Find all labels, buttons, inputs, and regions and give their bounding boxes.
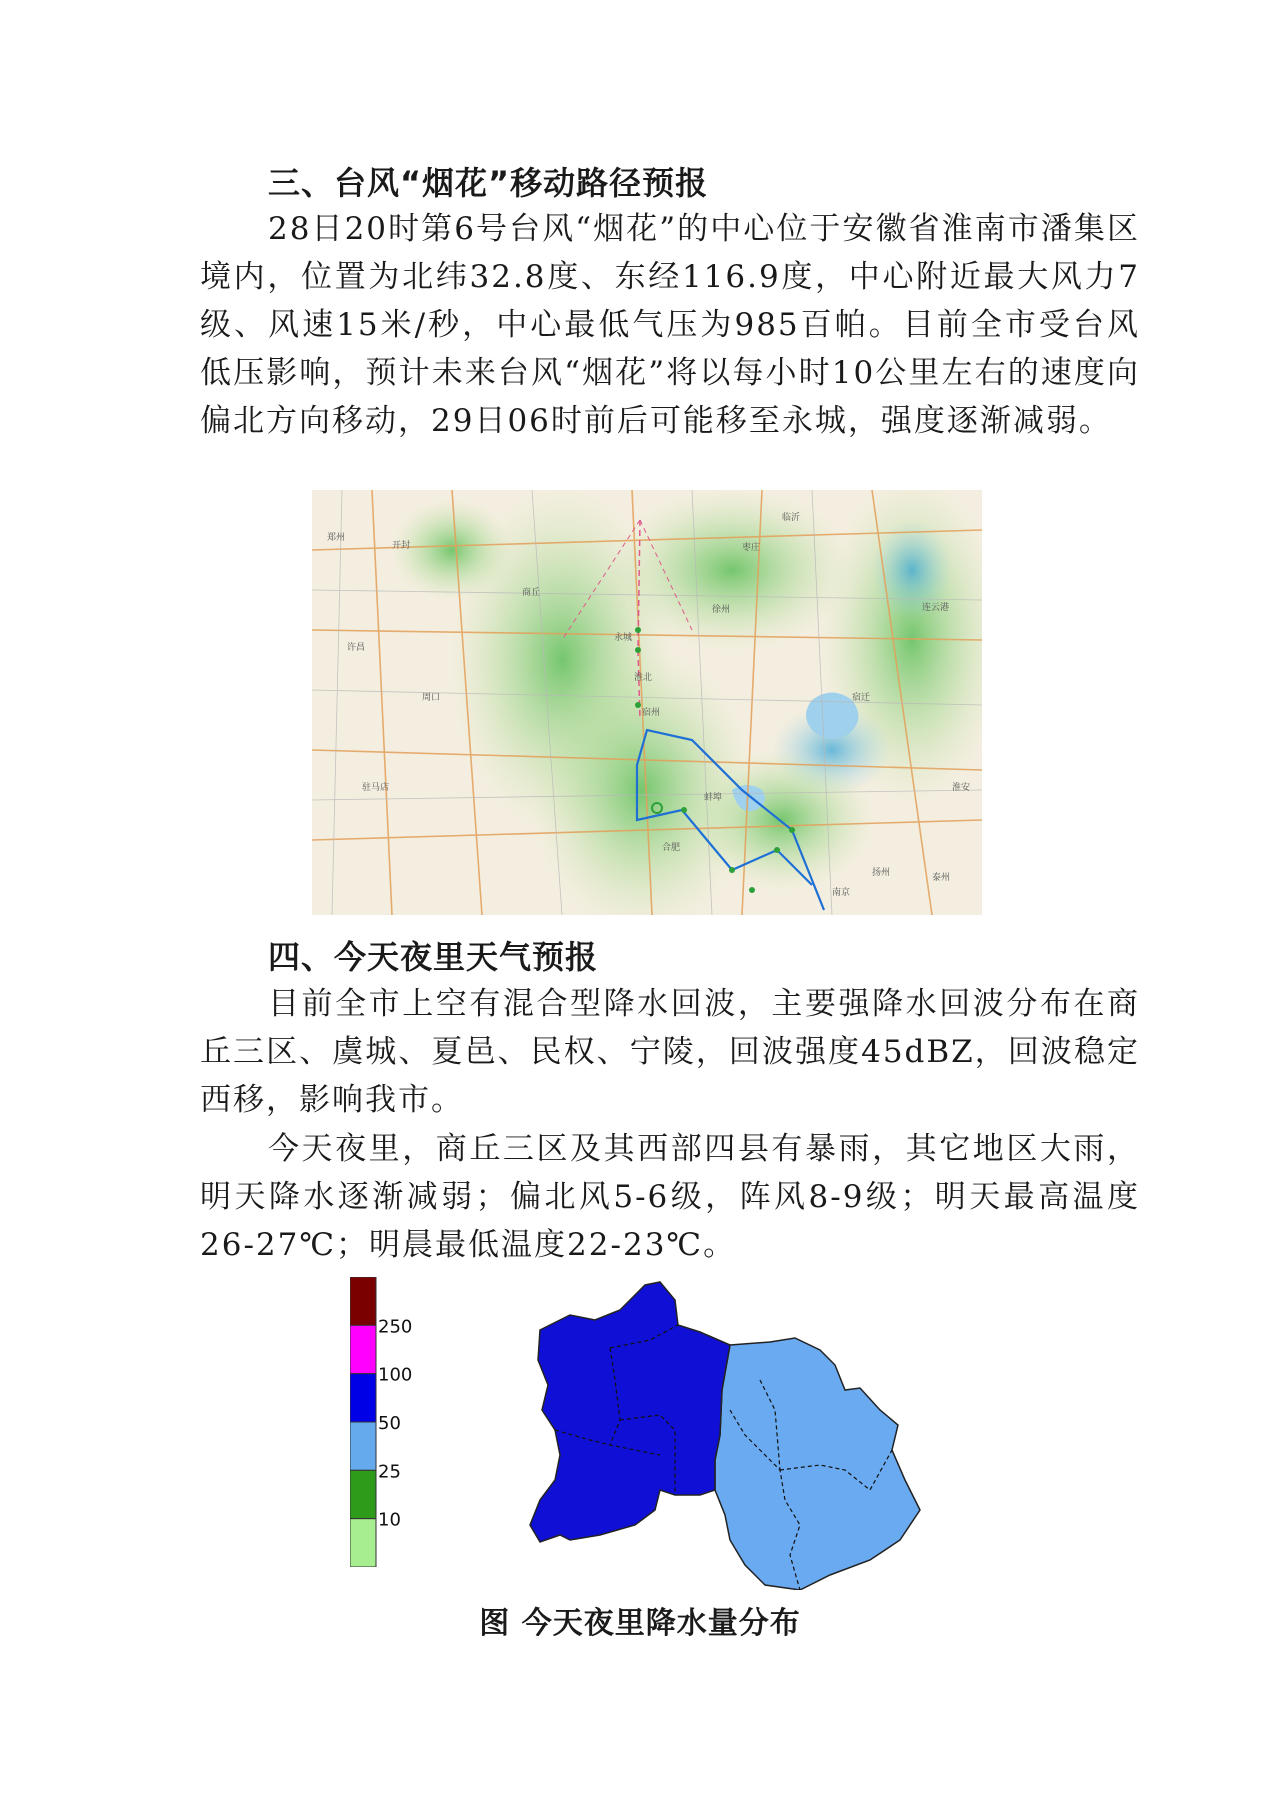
map-place-label: 郑州 [327,533,346,543]
map-place-label: 枣庄 [742,543,761,553]
map-place-label: 永城 [614,633,633,643]
legend-tick-label: 100 [378,1364,413,1386]
map-place-label: 连云港 [922,603,950,613]
map-place-label: 扬州 [872,868,891,878]
map-place-label: 许昌 [347,643,366,653]
map-place-label: 蚌埠 [704,793,723,803]
map-place-label: 宿迁 [852,693,871,703]
map-place-label: 淮北 [634,673,653,683]
figure-caption: 图 今天夜里降水量分布 [479,1606,801,1641]
section4-paragraph-2: 今天夜里，商丘三区及其西部四县有暴雨，其它地区大雨，明天降水逐渐减弱；偏北风5-6级，阵风8-9级；明天最高温度26-27℃；明晨最低温度22-23℃。 [200,1131,1140,1263]
legend-color-box [350,1470,376,1518]
map-place-label: 驻马店 [362,783,390,793]
map-place-label: 徐州 [712,605,731,615]
map-place-label: 临沂 [782,513,801,523]
legend-color-box [350,1277,376,1325]
legend-color-box [350,1519,376,1567]
map-place-label: 合肥 [662,843,681,853]
section3-paragraph: 28日20时第6号台风“烟花”的中心位于安徽省淮南市潘集区境内，位置为北纬32.8度、东经116.9度，中心附近最大风力7级、风速15米/秒，中心最低气压为985百帕。目前全市受台风低压影响，预计未来台风“烟花”将以每小时10公里左右的速度向偏北方向移动，29日06时前后可能移至永城，强度逐渐减弱。 [200,211,1140,439]
map-place-label: 商丘 [522,588,541,598]
legend-tick-label: 50 [378,1413,401,1434]
legend-color-box [350,1374,376,1422]
typhoon-track-map [312,490,982,915]
legend-tick-label: 10 [378,1509,401,1531]
section4-title: 四、今天夜里天气预报 [268,938,599,976]
region-east-moderate-rain [715,1338,920,1590]
section4-paragraph-1: 目前全市上空有混合型降水回波，主要强降水回波分布在商丘三区、虞城、夏邑、民权、宁陵，回波强度45dBZ，回波稳定西移，影响我市。 [200,986,1140,1118]
legend-color-box [350,1325,376,1373]
legend-color-box [350,1422,376,1470]
precipitation-region-map [500,1270,960,1590]
legend-tick-label: 25 [378,1461,401,1483]
map-place-label: 开封 [392,541,411,551]
section3-title: 三、台风“烟花”移动路径预报 [268,164,709,202]
map-place-label: 宿州 [642,708,661,718]
map-place-label: 周口 [422,693,441,703]
region-west-heavy-rain [530,1282,730,1542]
map-place-label: 泰州 [932,873,951,883]
legend-tick-label: 250 [378,1316,413,1338]
map-place-label: 淮安 [952,783,971,793]
map-place-label: 南京 [832,888,851,898]
precipitation-legend [350,1277,460,1567]
